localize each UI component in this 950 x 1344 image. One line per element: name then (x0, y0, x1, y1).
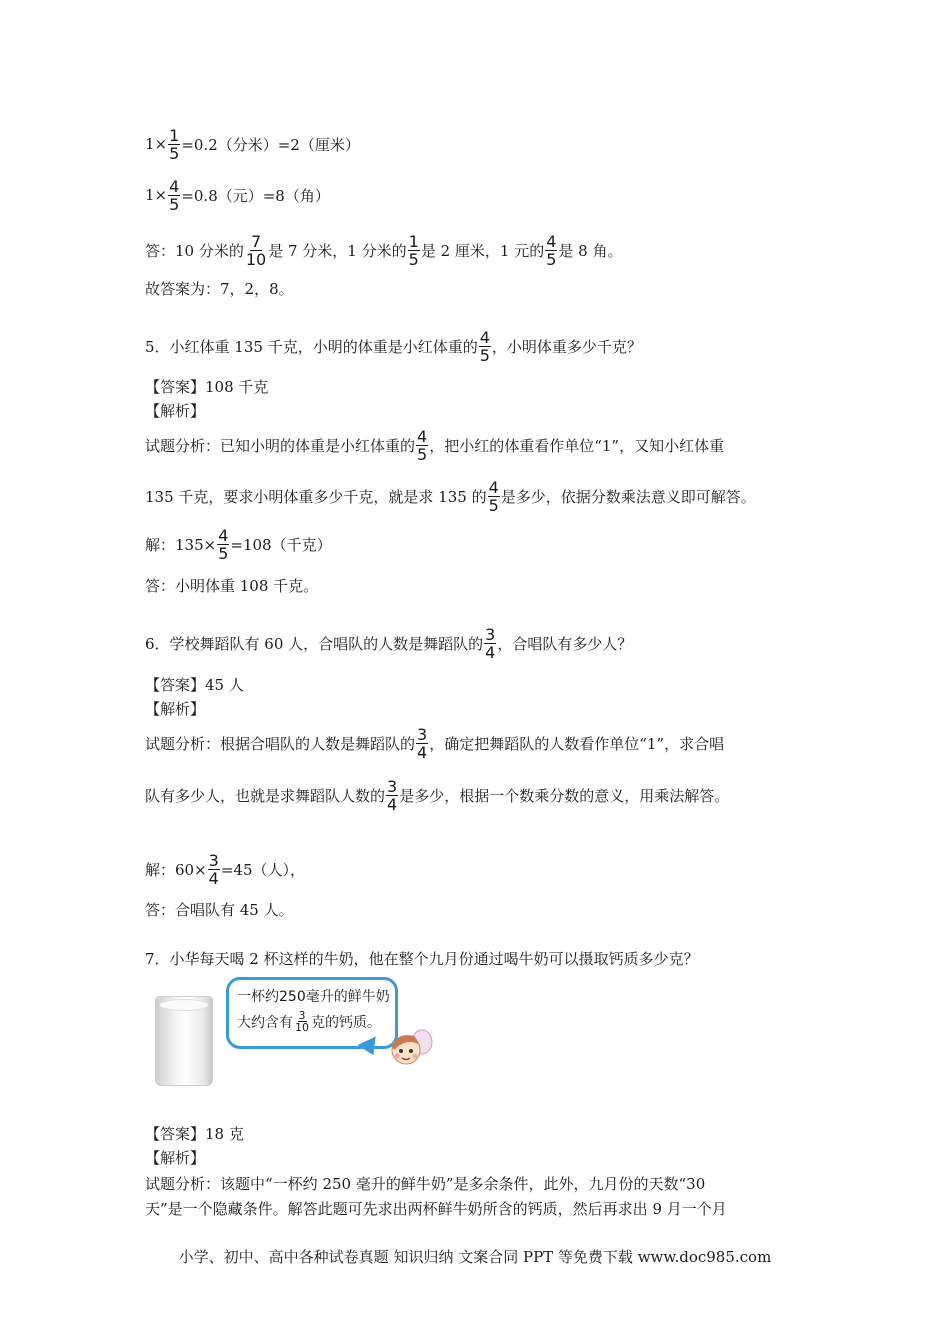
q5-final: 答：小明体重 108 千克。 (145, 576, 319, 595)
question-5: 5．小红体重 135 千克，小明的体重是小红体重的 $\frac{4}{5}$ ，小明体重多少千克？ (145, 327, 642, 365)
fraction: $\frac{4}{5}$ (169, 176, 180, 214)
fraction: $\frac{7}{10}$ (245, 231, 267, 269)
calc-line-1: 1× $\frac{1}{5}$ =0.2（分米）=2（厘米） (145, 125, 360, 163)
q5-analysis-label: 【解析】 (145, 401, 206, 420)
page-footer: 小学、初中、高中各种试卷真题 知识归纳 文案合同 PPT 等免费下载 www.doc985.com (178, 1248, 772, 1266)
fraction: $\frac{1}{5}$ (408, 231, 419, 269)
q6-analysis-2: 队有多少人，也就是求舞蹈队人数的 $\frac{3}{4}$ 是多少，根据一个数乘分数的意义，用乘法解答。 (145, 776, 730, 814)
q5-analysis-2: 135 千克，要求小明体重多少千克，就是求 135 的 $\frac{4}{5}$ 是多少，依据分数乘法意义即可解答。 (145, 477, 756, 515)
q7-analysis-label: 【解析】 (145, 1148, 206, 1167)
q5-solution: 解：135× $\frac{4}{5}$ =108（千克） (145, 525, 332, 563)
fraction: $\frac{4}{5}$ (488, 477, 499, 515)
q7-answer: 【答案】18 克 (145, 1124, 244, 1143)
q7-analysis-1: 试题分析：该题中“一杯约 250 毫升的鲜牛奶”是多余条件，此外，九月份的天数“30 (145, 1174, 706, 1193)
fraction: $\frac{3}{4}$ (485, 624, 496, 662)
fraction: $\frac{4}{5}$ (218, 525, 229, 563)
q6-solution: 解：60× $\frac{3}{4}$ =45（人）， (145, 850, 305, 888)
milk-glass-image (155, 996, 213, 1086)
cartoon-angel-icon (384, 1026, 434, 1072)
fraction: $\frac{4}{5}$ (546, 231, 557, 269)
fraction: $\frac{4}{5}$ (417, 426, 428, 464)
calc-line-2: 1× $\frac{4}{5}$ =0.8（元）=8（角） (145, 176, 330, 214)
q5-analysis-1: 试题分析：已知小明的体重是小红体重的 $\frac{4}{5}$ ，把小红的体重看作单位“1”，又知小红体重 (145, 426, 725, 464)
fraction: $\frac{1}{5}$ (169, 125, 180, 163)
speech-bubble: 一杯约250毫升的鲜牛奶 大约含有 $\frac{3}{10}$ 克的钙质。 (226, 977, 398, 1049)
fraction: $\frac{3}{4}$ (208, 850, 219, 888)
fraction: $\frac{3}{10}$ (295, 1009, 309, 1034)
q6-answer: 【答案】45 人 (145, 675, 244, 694)
q5-answer: 【答案】108 千克 (145, 377, 269, 396)
fraction: $\frac{3}{4}$ (387, 776, 398, 814)
q7-analysis-2: 天”是一个隐藏条件。解答此题可先求出两杯鲜牛奶所含的钙质，然后再求出 9 月一个月 (145, 1199, 727, 1218)
fraction: $\frac{3}{4}$ (417, 724, 428, 762)
q6-analysis-label: 【解析】 (145, 699, 206, 718)
question-7: 7．小华每天喝 2 杯这样的牛奶，他在整个九月份通过喝牛奶可以摄取钙质多少克？ (145, 949, 699, 968)
fraction: $\frac{4}{5}$ (479, 327, 490, 365)
answer-line-prev: 答：10 分米的 $\frac{7}{10}$ 是 7 分米，1 分米的 $\frac{1}{5}$ 是 2 厘米，1 元的 $\frac{4}{5}$ 是 8 角。 (145, 231, 623, 269)
q6-final: 答：合唱队有 45 人。 (145, 900, 294, 919)
question-6: 6．学校舞蹈队有 60 人，合唱队的人数是舞蹈队的 $\frac{3}{4}$ ，合唱队有多少人？ (145, 624, 633, 662)
q6-analysis-1: 试题分析：根据合唱队的人数是舞蹈队的 $\frac{3}{4}$ ，确定把舞蹈队的人数看作单位“1”，求合唱 (145, 724, 725, 762)
final-answer-prev: 故答案为：7，2，8。 (145, 279, 294, 298)
